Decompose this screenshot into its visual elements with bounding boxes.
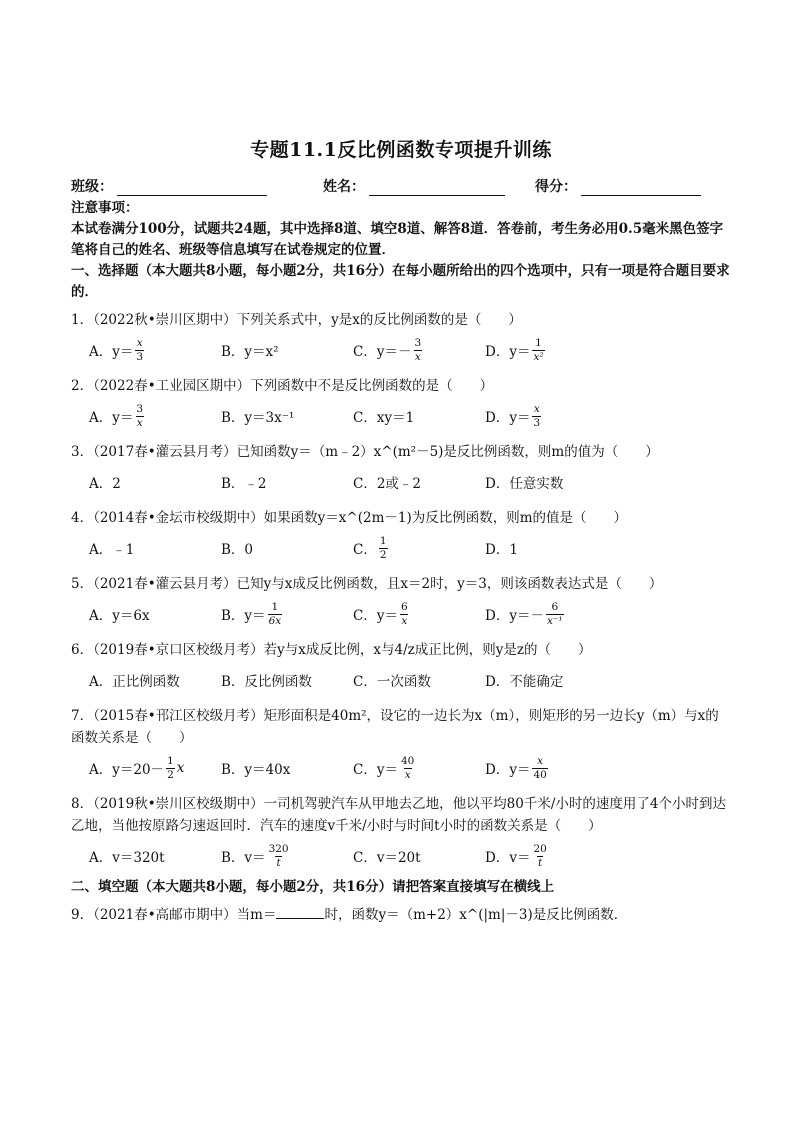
question-6-options: [89, 661, 731, 699]
question-3-options: [89, 463, 731, 501]
question-3-stem: 3．（2017春•灌云县月考）已知函数y＝（m﹣2）x^(m²－5)是反比例函数，则m的值为（ ）: [71, 444, 659, 460]
option-b[interactable]: B．﹣2: [221, 476, 267, 492]
question-1-options: [89, 331, 731, 369]
option-c[interactable]: C．v＝20t: [353, 850, 421, 866]
question-8-stem: 8．（2019秋•崇川区校级期中）一司机驾驶汽车从甲地去乙地，他以平均80千米/小时的速度用了4个小时到达乙地，当他按原路匀速返回时．汽车的速度v千米/小时与时间t小时的函数关系是（ ）: [71, 796, 726, 834]
question-9-post: 时，函数y＝（m+2）x^(|m|－3)是反比例函数．: [324, 907, 628, 923]
notice-heading: 注意事项：: [71, 200, 139, 216]
option-b[interactable]: B．y＝ $\frac{1}{6x}$: [221, 600, 282, 627]
question-5-options: [89, 595, 731, 633]
option-d[interactable]: D．y＝ $\frac{1}{\text{x²}}$: [485, 336, 544, 363]
question-4-stem: 4．（2014春•金坛市校级期中）如果函数y＝x^(2m－1)为反比例函数，则m的值是（ ）: [71, 510, 628, 526]
question-2-options: [89, 397, 731, 435]
option-c[interactable]: C．一次函数: [353, 674, 431, 690]
option-d[interactable]: D．不能确定: [485, 674, 564, 690]
question-1-stem: 1．（2022秋•崇川区期中）下列关系式中，y是x的反比例函数的是（ ）: [71, 312, 522, 328]
option-a[interactable]: A．v＝320t: [89, 850, 165, 866]
option-b[interactable]: B．v＝ $\frac{320}{t}$: [221, 842, 289, 869]
option-c[interactable]: C．xy＝1: [353, 410, 415, 426]
score-blank[interactable]: [581, 179, 701, 196]
notice-text: 本试卷满分100分，试题共24题，其中选择8道、填空8道、解答8道．答卷前，考生务必用0.5毫米黑色签字笔将自己的姓名、班级等信息填写在试卷规定的位置．: [71, 221, 724, 258]
option-d[interactable]: D．y＝ $\frac{x}{3}$: [485, 402, 541, 429]
section1-heading: 一、选择题（本大题共8小题，每小题2分，共16分）在每小题所给出的四个选项中，只有一项是符合题目要求的．: [71, 263, 730, 300]
question-7-options: [89, 749, 731, 787]
option-a[interactable]: A．y＝20－ $\frac{1}{2}$ x: [89, 754, 185, 781]
option-a[interactable]: A．y＝6x: [89, 608, 150, 624]
page-title: 专题11.1反比例函数专项提升训练: [250, 139, 552, 161]
option-a[interactable]: A．﹣1: [89, 542, 135, 558]
option-b[interactable]: B．y＝40x: [221, 762, 291, 778]
question-9-answer-blank[interactable]: [276, 904, 324, 919]
question-4-options: [89, 529, 731, 567]
option-b[interactable]: B．y＝3x⁻¹: [221, 410, 295, 426]
option-b[interactable]: B．0: [221, 542, 254, 558]
option-a[interactable]: A．y＝ $\frac{x}{3}$: [89, 336, 144, 363]
question-6-stem: 6．（2019春•京口区校级月考）若y与x成反比例，x与4/z成正比例，则y是z的（ ）: [71, 642, 592, 658]
question-2-stem: 2．（2022春•工业园区期中）下列函数中不是反比例函数的是（ ）: [71, 378, 494, 394]
class-label: 班级：: [71, 179, 113, 195]
option-c[interactable]: C．y＝ $\frac{6}{x}$: [353, 600, 408, 627]
option-a[interactable]: A．正比例函数: [89, 674, 180, 690]
option-c[interactable]: C． $\frac{1}{2}$: [353, 534, 387, 561]
student-info-row: [71, 172, 731, 196]
worksheet-page: [71, 130, 731, 926]
option-d[interactable]: D．v＝ $\frac{20}{t}$: [485, 842, 547, 869]
section2-heading: 二、填空题（本大题共8小题，每小题2分，共16分）请把答案直接填写在横线上: [71, 879, 555, 895]
option-d[interactable]: D．y＝－ $\frac{6}{\text{x⁻¹}}$: [485, 600, 563, 627]
option-d[interactable]: D．1: [485, 542, 518, 558]
question-9-pre: 9．（2021春•高邮市期中）当m＝: [71, 907, 277, 923]
option-d[interactable]: D．y＝ $\frac{x}{40}$: [485, 754, 547, 781]
option-c[interactable]: C．y＝ $\frac{40}{x}$: [353, 754, 415, 781]
option-d[interactable]: D．任意实数: [485, 476, 564, 492]
option-c[interactable]: C．y＝－ $\frac{3}{x}$: [353, 336, 422, 363]
name-blank[interactable]: [369, 179, 505, 196]
question-9: [71, 904, 731, 926]
question-8-options: [89, 837, 731, 875]
option-a[interactable]: A．2: [89, 476, 121, 492]
option-a[interactable]: A．y＝ $\frac{3}{x}$: [89, 402, 144, 429]
option-b[interactable]: B．y＝x²: [221, 344, 279, 360]
question-5-stem: 5．（2021春•灌云县月考）已知y与x成反比例函数，且x＝2时，y＝3，则该函数表达式是（ ）: [71, 576, 663, 592]
option-c[interactable]: C．2或﹣2: [353, 476, 422, 492]
class-blank[interactable]: [117, 179, 267, 196]
option-b[interactable]: B．反比例函数: [221, 674, 312, 690]
name-label: 姓名：: [323, 179, 365, 195]
score-label: 得分：: [535, 179, 577, 195]
question-7-stem: 7．（2015春•邗江区校级月考）矩形面积是40m²，设它的一边长为x（m），则矩形的另一边长y（m）与x的函数关系是（ ）: [71, 708, 719, 746]
